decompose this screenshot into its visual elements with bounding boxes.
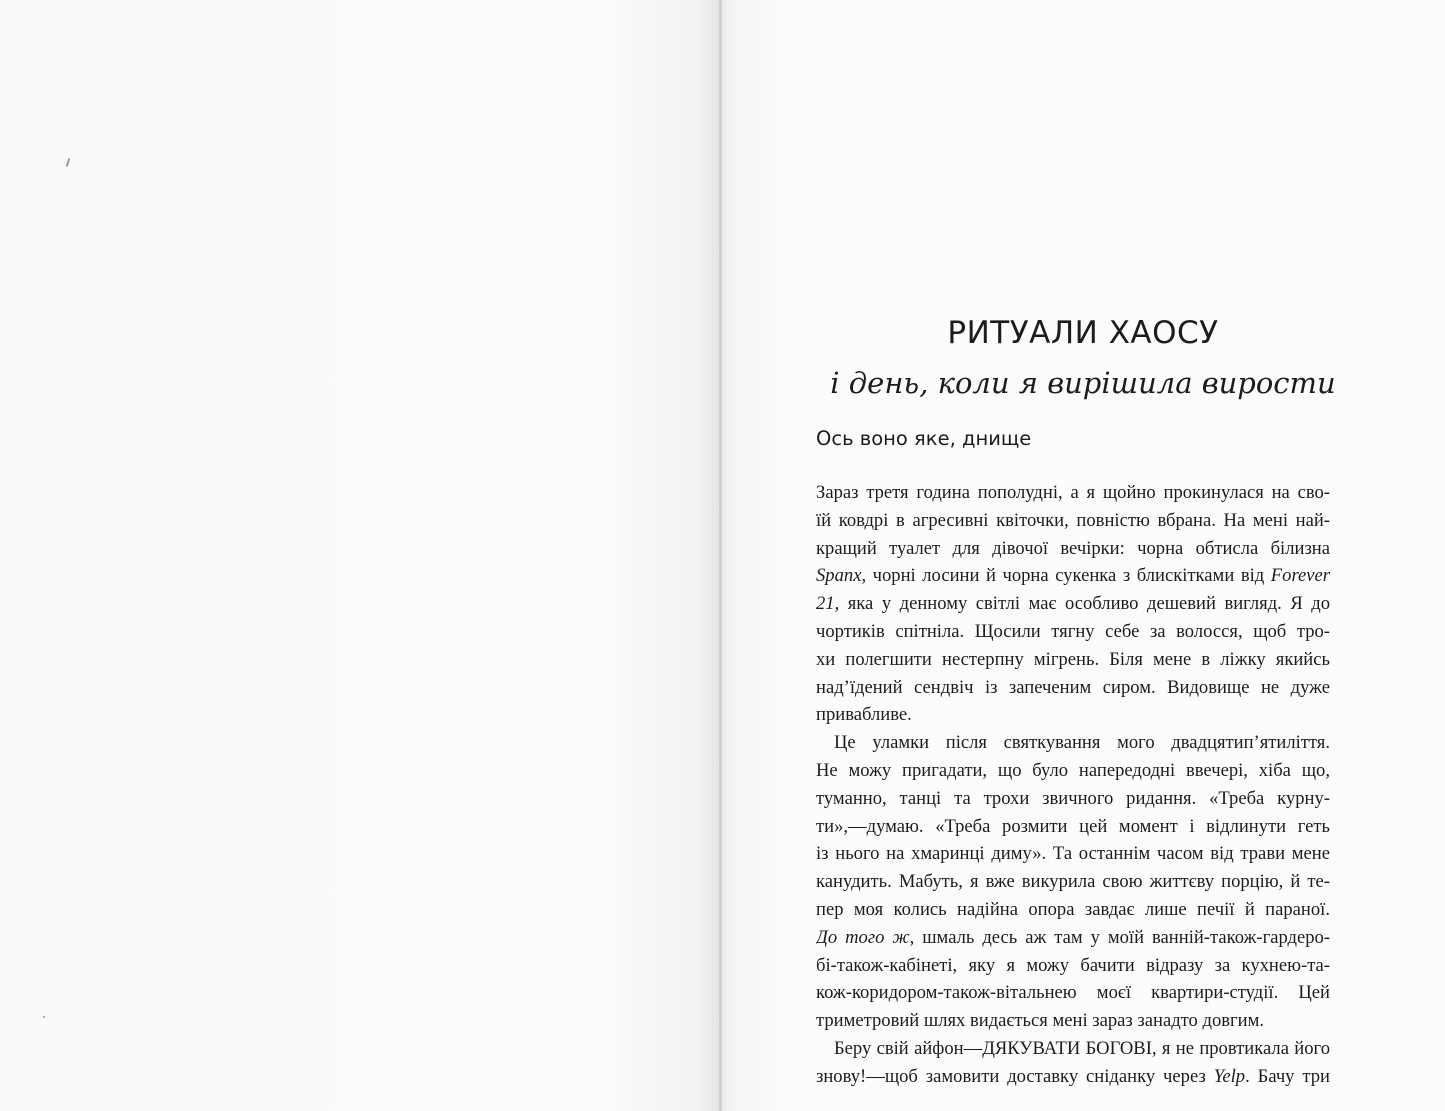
section-heading: Ось воно яке, днище bbox=[816, 427, 1032, 450]
left-page bbox=[0, 0, 721, 1111]
text-line: привабливе. bbox=[816, 704, 912, 726]
text-line: Не можу пригадати, що було напередодні ввечері, хіба що, bbox=[816, 759, 1330, 781]
body-text bbox=[816, 479, 1330, 1091]
text-line: туманно, танці та трохи звичного ридання. «Треба курну- bbox=[816, 787, 1330, 809]
text-line: хи полегшити нестерпну мігрень. Біля мене в ліжку якийсь bbox=[816, 648, 1330, 670]
text-line: ти»,—думаю. «Треба розмити цей момент і відлинути геть bbox=[816, 815, 1330, 837]
italic-brand: Spanx bbox=[816, 565, 862, 587]
italic-brand: Forever bbox=[1270, 565, 1330, 587]
text-line: кож-коридором-також-вітальнею моєї квартири-студії. Цей bbox=[816, 982, 1330, 1004]
text-line: їй ковдрі в агресивні квіточки, повністю вбрана. На мені най- bbox=[816, 509, 1330, 531]
chapter-title: РИТУАЛИ ХАОСУ bbox=[947, 315, 1219, 351]
paper-speck bbox=[43, 1016, 45, 1018]
chapter-subtitle: і день, коли я вирішила вирости bbox=[830, 366, 1336, 400]
text-line: До того ж, шмаль десь аж там у моїй ванній-також-гардеро- bbox=[816, 926, 1330, 948]
text-line: знову!—щоб замовити доставку сніданку через Yelp. Бачу три bbox=[816, 1065, 1330, 1087]
text-line: над’їдений сендвіч із запеченим сиром. Видовище не дуже bbox=[816, 676, 1330, 698]
text-line: Беру свій айфон—ДЯКУВАТИ БОГОВІ, я не провтикала його bbox=[834, 1037, 1330, 1059]
italic-brand: Yelp bbox=[1213, 1065, 1246, 1087]
text-line: триметровий шлях видається мені зараз занадто довгим. bbox=[816, 1010, 1265, 1032]
text-line: кращий туалет для дівочої вечірки: чорна обтисла білизна bbox=[816, 537, 1330, 559]
text-line: канудить. Мабуть, я вже викурила свою життєву порцію, й те- bbox=[816, 871, 1330, 893]
italic-phrase: До того ж bbox=[816, 926, 910, 948]
text-line: 21, яка у денному світлі має особливо дешевий вигляд. Я до bbox=[816, 593, 1330, 615]
italic-brand: 21 bbox=[816, 593, 835, 615]
text-line: Зараз третя година пополудні, а я щойно прокинулася на сво- bbox=[816, 482, 1330, 503]
text-line: Spanx, чорні лосини й чорна сукенка з блискітками від Forever bbox=[816, 565, 1330, 587]
text-line: пер моя колись надійна опора завдає лише печії й параної. bbox=[816, 898, 1330, 920]
book-gutter bbox=[719, 0, 722, 1111]
paper-speck bbox=[66, 158, 71, 167]
text-line: Це уламки після святкування мого двадцятип’ятиліття. bbox=[834, 732, 1330, 754]
text-line: чортиків спітніла. Щосили тягну себе за волосся, щоб тро- bbox=[816, 620, 1330, 642]
text-line: із нього на хмаринці диму». Та останнім часом від трави мене bbox=[816, 843, 1330, 865]
text-line: бі-також-кабінеті, яку я можу бачити відразу за кухнею-та- bbox=[816, 954, 1330, 976]
